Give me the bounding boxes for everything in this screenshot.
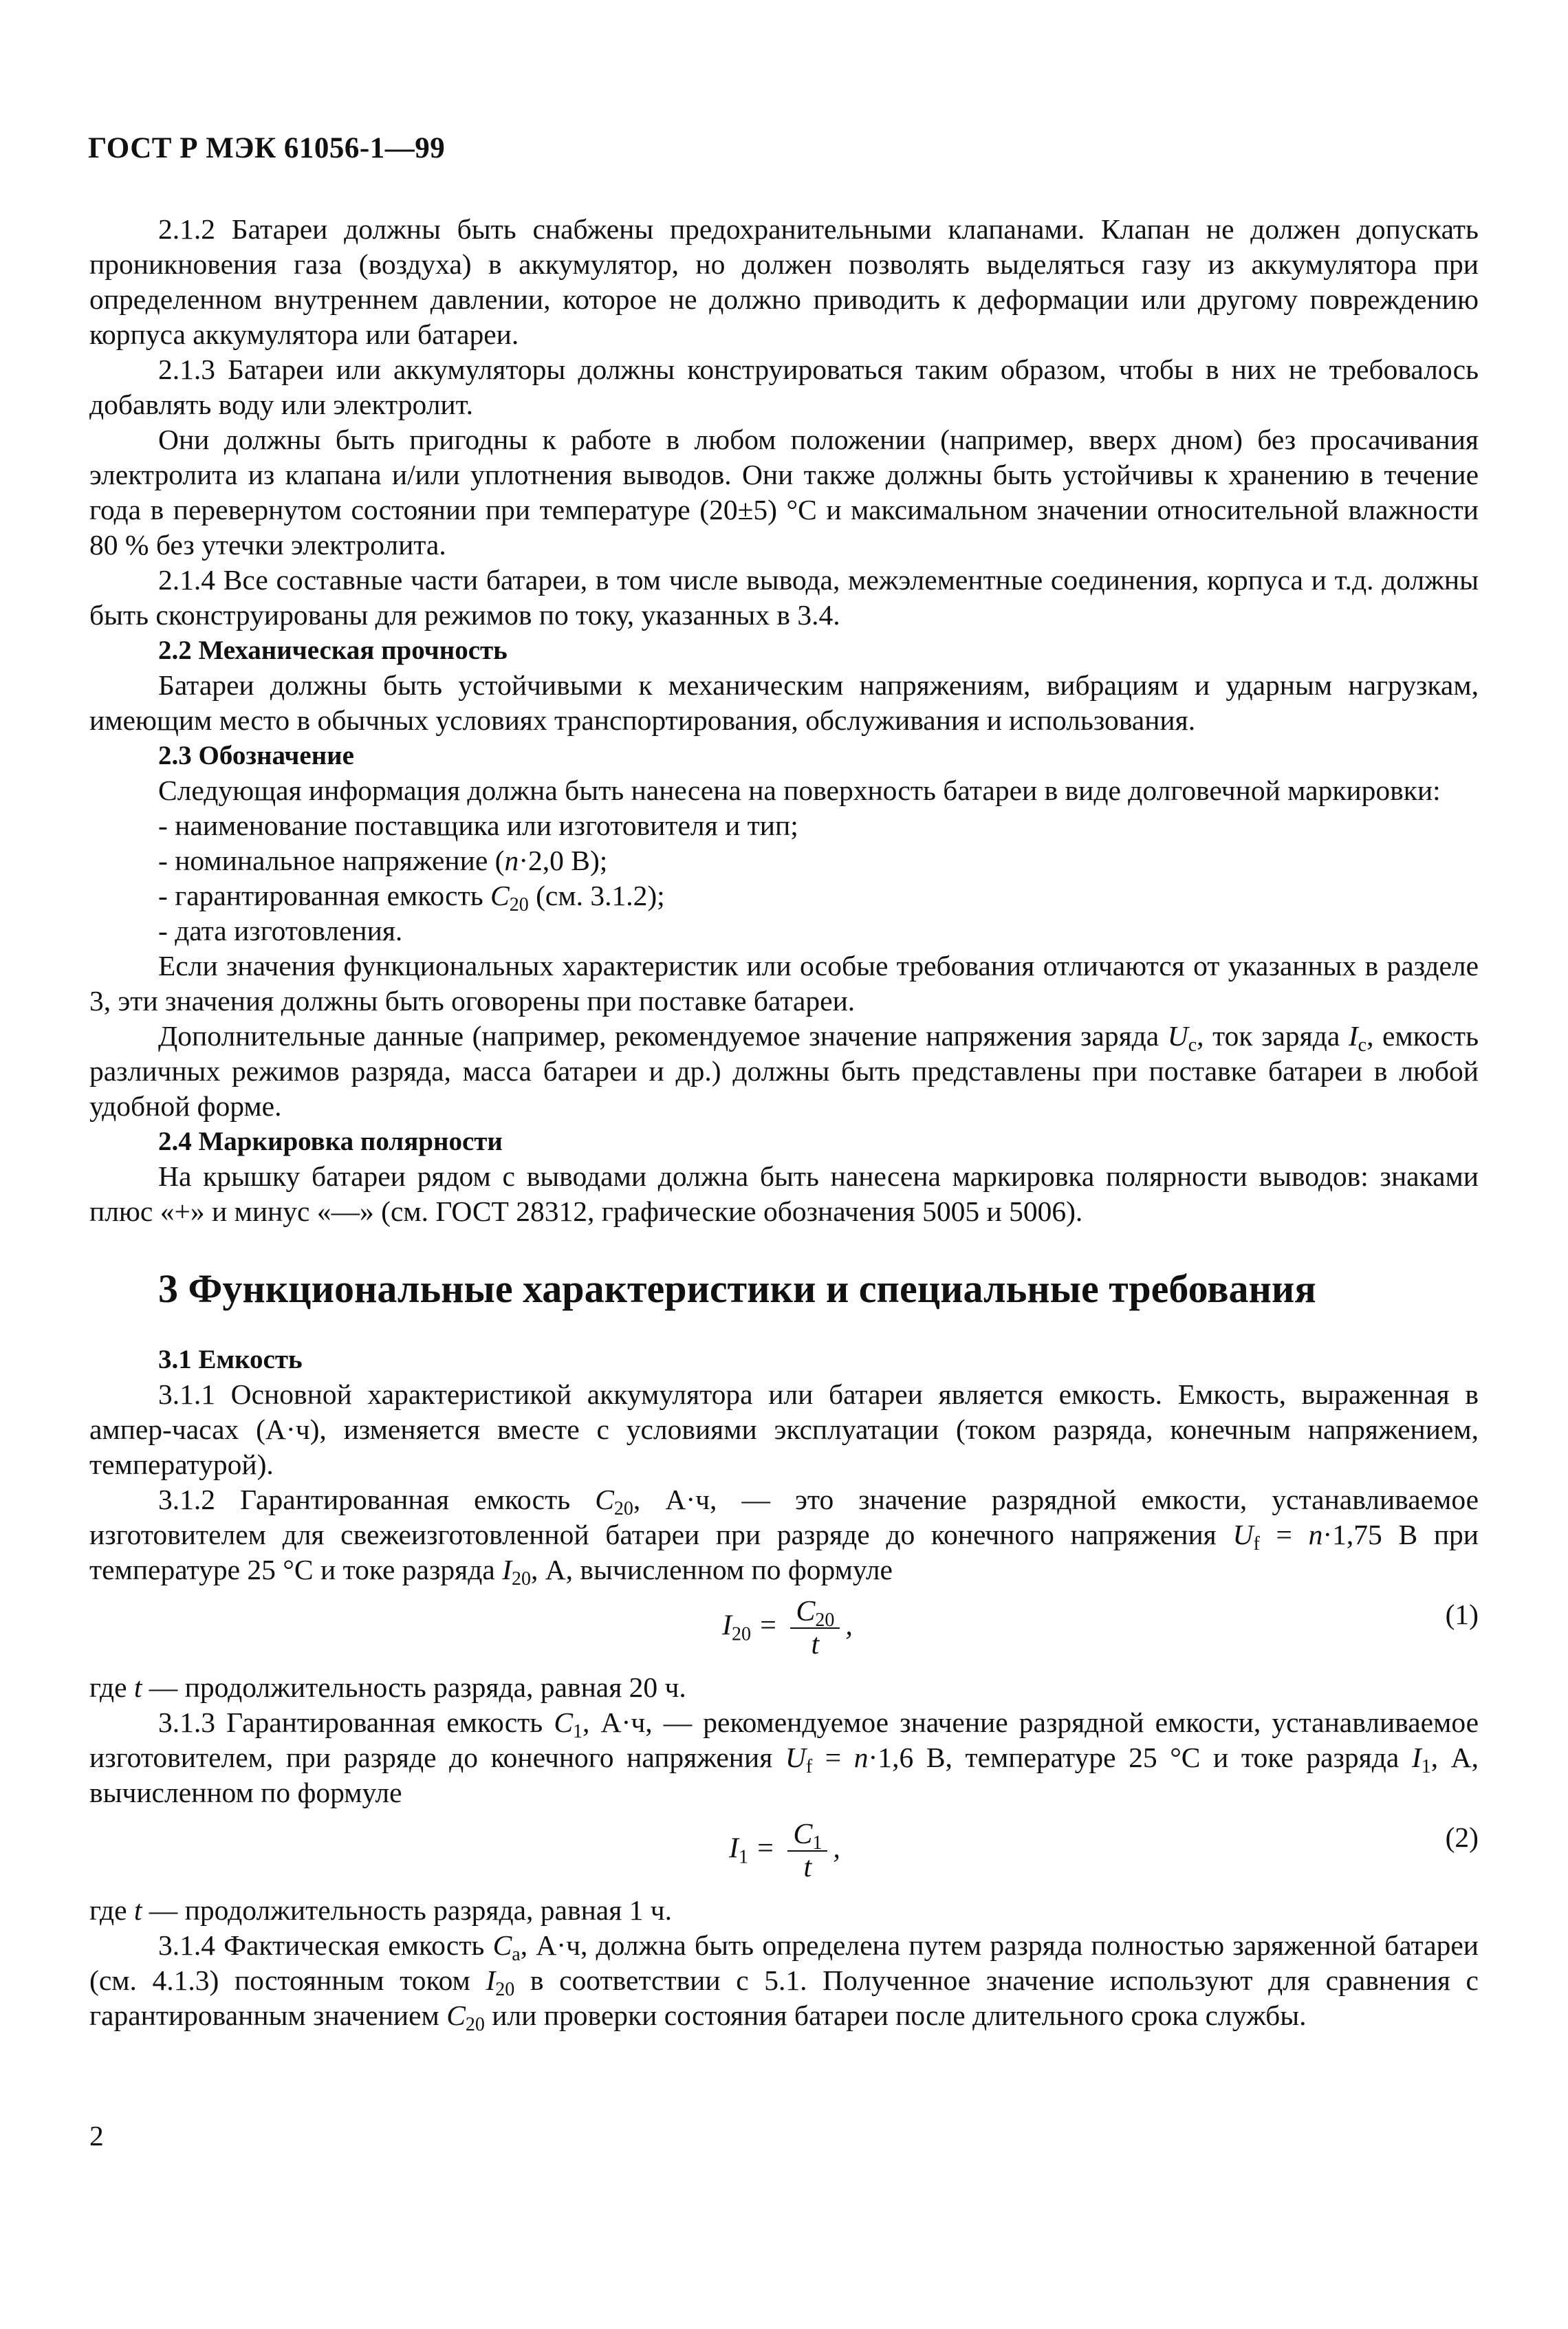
- page-number: 2: [89, 2120, 104, 2152]
- subheading-3-1: 3.1 Емкость: [158, 1345, 303, 1374]
- paragraph-2-2: Батареи должны быть устойчивыми к механическим напряжениям, вибрациям и ударным нагрузкам, имеющим место в обычных условиях транспортирования, обслуживания и использования.: [89, 669, 1479, 736]
- paragraph-2-3-c: Дополнительные данные (например, рекомендуемое значение напряжения заряда $U_c$, ток заряда $I_c$, емкость различных режимов разряда, масса батареи и др.) должны быть представлены при поставке батареи в любой удобной форме.: [89, 1020, 1479, 1122]
- document-header: ГОСТ Р МЭК 61056-1—99: [88, 132, 446, 164]
- subheading-2-4: 2.4 Маркировка полярности: [158, 1127, 503, 1156]
- paragraph-2-1-3: 2.1.3 Батареи или аккумуляторы должны конструироваться таким образом, чтобы в них не требовалось добавлять воду или электролит.: [89, 354, 1479, 420]
- list-item-capacity: - гарантированная емкость $C_{20}$ (см. 3.1.2);: [158, 880, 665, 916]
- formula-2-fraction: $\frac{C_1}{t}$: [787, 1819, 827, 1883]
- document-body: [89, 212, 1479, 2033]
- formula-2-number: (2): [1445, 1821, 1479, 1853]
- paragraph-2-1-4: 2.1.4 Все составные части батареи, в том числе вывода, межэлементные соединения, корпуса и т.д. должны быть сконструированы для режимов по току, указанных в 3.4.: [89, 564, 1479, 631]
- paragraph-2-1-2: 2.1.2 Батареи должны быть снабжены предохранительными клапанами. Клапан не должен допускать проникновения газа (воздуха) в аккумулятор, но должен позволять выделяться газу из аккумулятора при определенном внутреннем давлении, которое не должно приводить к деформации или другому повреждению корпуса аккумулятора или батареи.: [89, 213, 1479, 350]
- formula-2: [89, 1810, 1479, 1893]
- formula-1-where: где t — продолжительность разряда, равная 20 ч.: [89, 1671, 686, 1703]
- paragraph-3-1-3: 3.1.3 Гарантированная емкость $C_1$, А·ч, — рекомендуемое значение разрядной емкости, устанавливаемое изготовителем, при разряде до конечного напряжения $U_f = n\cdot 1,6$ В, температуре 25 °С и токе разряда $I_1$, А, вычисленном по формуле: [89, 1707, 1479, 1808]
- paragraph-2-1-3-cont: Они должны быть пригодны к работе в любом положении (например, вверх дном) без просачивания электролита из клапана и/или уплотнения выводов. Они также должны быть устойчивы к хранению в течение года в перевернутом состоянии при температуре (20±5) °С и максимальном значении относительной влажности 80 % без утечки электролита.: [89, 424, 1479, 561]
- paragraph-2-4: На крышку батареи рядом с выводами должна быть нанесена маркировка полярности выводов: знаками плюс «+» и минус «—» (см. ГОСТ 28312, графические обозначения 5005 и 5006).: [89, 1160, 1479, 1227]
- subheading-2-2: 2.2 Механическая прочность: [158, 636, 508, 665]
- section-3-title: 3 Функциональные характеристики и специальные требования: [158, 1266, 1316, 1311]
- subheading-2-3: 2.3 Обозначение: [158, 741, 354, 770]
- paragraph-2-3: Следующая информация должна быть нанесена на поверхность батареи в виде долговечной маркировки:: [158, 774, 1441, 806]
- paragraph-3-1-1: 3.1.1 Основной характеристикой аккумулятора или батареи является емкость. Емкость, выраженная в ампер-часах (А·ч), изменяется вместе с условиями эксплуатации (током разряда, конечным напряжением, температурой).: [89, 1378, 1479, 1480]
- list-item-date: - дата изготовления.: [158, 915, 403, 946]
- formula-1-expression: $I_{20}$ = $\frac{C_{20}}{t}$ ,: [722, 1596, 853, 1660]
- paragraph-2-3-b: Если значения функциональных характеристик или особые требования отличаются от указанных в разделе 3, эти значения должны быть оговорены при поставке батареи.: [89, 950, 1479, 1017]
- formula-1-fraction: $\frac{C_{20}}{t}$: [790, 1596, 840, 1660]
- list-item-supplier: - наименование поставщика или изготовителя и тип;: [158, 810, 798, 841]
- formula-2-expression: $I_1$ = $\frac{C_1}{t}$ ,: [729, 1819, 840, 1883]
- paragraph-3-1-2: 3.1.2 Гарантированная емкость $C_{20}$, А·ч, — это значение разрядной емкости, устанавливаемое изготовителем для свежеизготовленной батареи при разряде до конечного напряжения $U_f = n\cdot 1,75$ В при температуре 25 °С и токе разряда $I_{20}$, А, вычисленном по формуле: [89, 1484, 1479, 1590]
- formula-1-number: (1): [1445, 1599, 1479, 1630]
- list-item-voltage: - номинальное напряжение (n·2,0 В);: [158, 845, 608, 876]
- formula-2-where: где t — продолжительность разряда, равная 1 ч.: [89, 1894, 673, 1926]
- paragraph-3-1-4: 3.1.4 Фактическая емкость $C_a$, А·ч, должна быть определена путем разряда полностью заряженной батареи (см. 4.1.3) постоянным током $I_{20}$ в соответствии с 5.1. Полученное значение используют для сравнения с гарантированным значением $C_{20}$ или проверки состояния батареи после длительного срока службы.: [89, 1929, 1479, 2035]
- formula-1: [89, 1588, 1479, 1670]
